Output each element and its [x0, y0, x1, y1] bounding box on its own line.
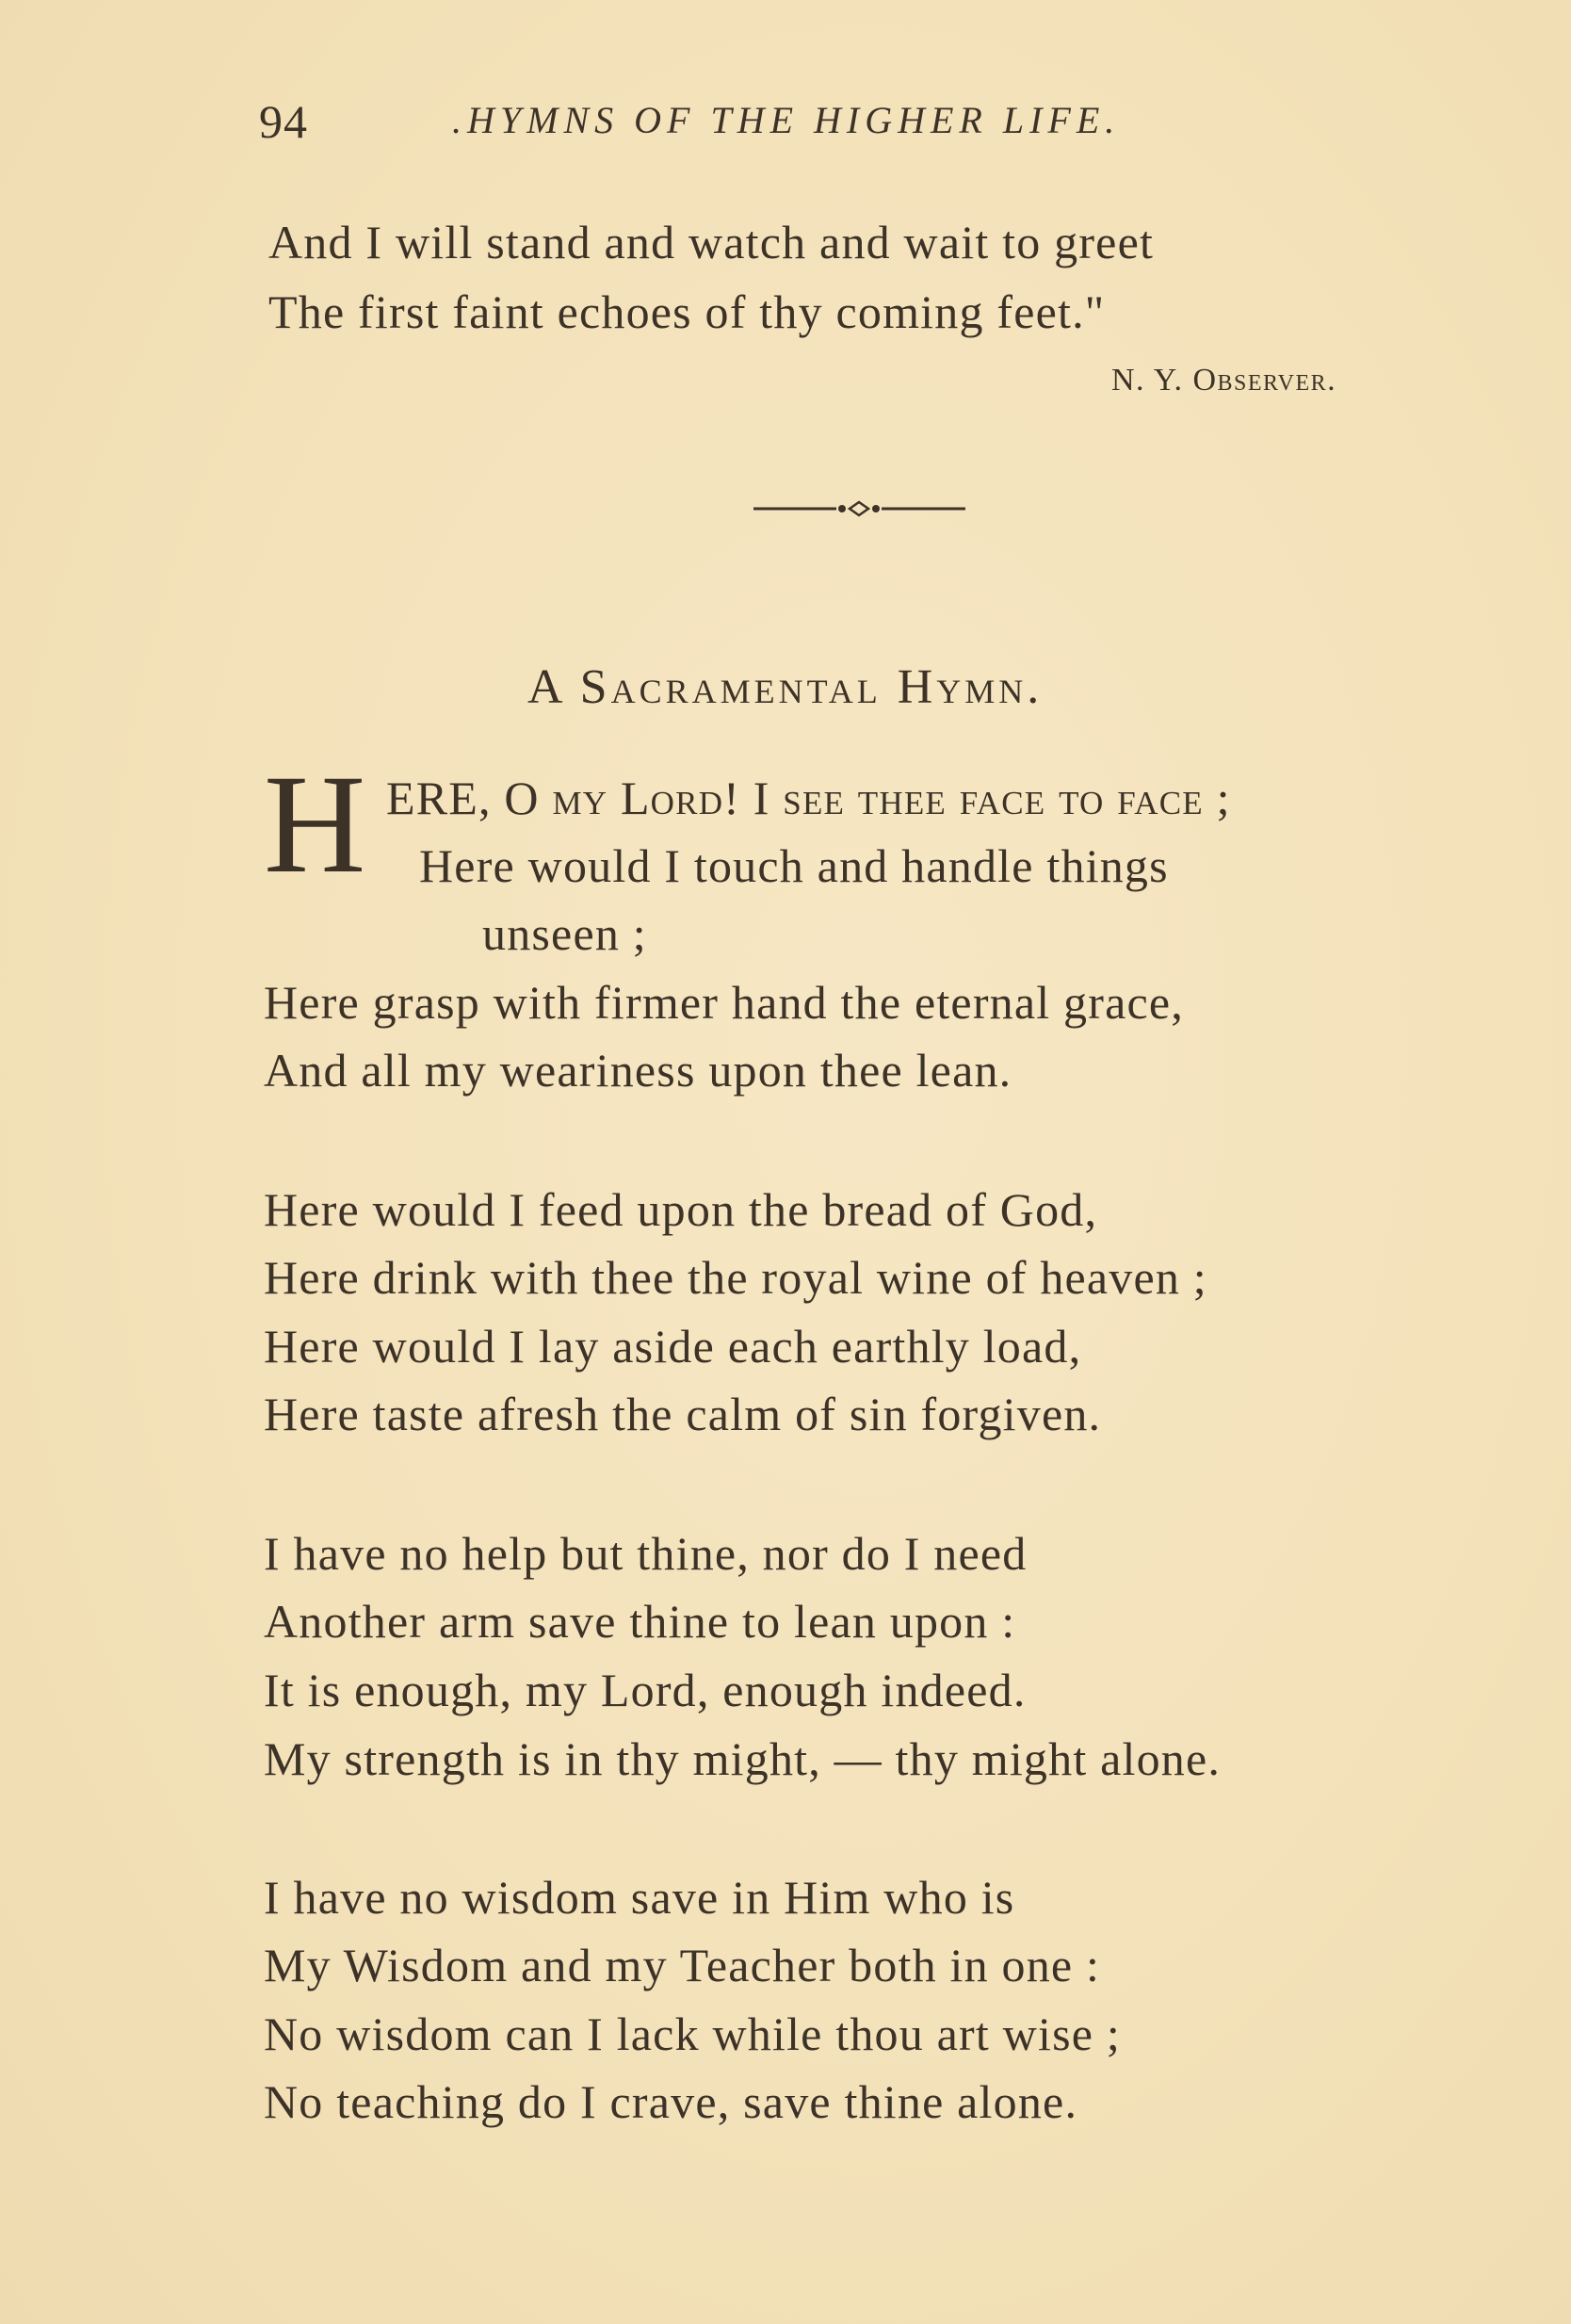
page-number: 94 [259, 95, 308, 148]
poem-line: I have no wisdom save in Him who is [264, 1871, 1015, 1924]
attribution: N. Y. Observer. [1111, 363, 1337, 398]
hymn-title: A Sacramental Hymn. [527, 660, 1044, 714]
poem-line: Another arm save thine to lean upon : [264, 1595, 1016, 1648]
poem-line: The first faint echoes of thy coming feet." [268, 285, 1106, 338]
poem-line: I have no help but thine, nor do I need [264, 1527, 1028, 1580]
rule-ornament-icon [753, 499, 965, 518]
poem-line: My strength is in thy might, — thy might alone. [264, 1732, 1222, 1785]
poem-line: No wisdom can I lack while thou art wise ; [264, 2007, 1121, 2060]
poem-line: And all my weariness upon thee lean. [264, 1044, 1012, 1097]
poem-line: No teaching do I crave, save thine alone. [264, 2075, 1078, 2128]
poem-line: My Wisdom and my Teacher both in one : [264, 1939, 1101, 1991]
poem-line: unseen ; [482, 907, 647, 960]
poem-line: Here would I feed upon the bread of God, [264, 1183, 1098, 1236]
poem-line: Here taste afresh the calm of sin forgiven. [264, 1388, 1102, 1440]
drop-cap: H [264, 746, 366, 902]
poem-line: Here would I touch and handle things [419, 839, 1169, 892]
poem-line: Here drink with thee the royal wine of heaven ; [264, 1251, 1207, 1304]
poem-line: It is enough, my Lord, enough indeed. [264, 1664, 1027, 1716]
poem-line: Here would I lay aside each earthly load, [264, 1320, 1082, 1373]
poem-line: Here grasp with firmer hand the eternal grace, [264, 976, 1184, 1029]
running-head [259, 94, 1342, 151]
poem-line: And I will stand and watch and wait to greet [268, 216, 1155, 268]
poem-line: ERE, O my Lord! I see thee face to face ; [386, 772, 1231, 824]
running-title: .HYMNS OF THE HIGHER LIFE. [452, 99, 1121, 141]
